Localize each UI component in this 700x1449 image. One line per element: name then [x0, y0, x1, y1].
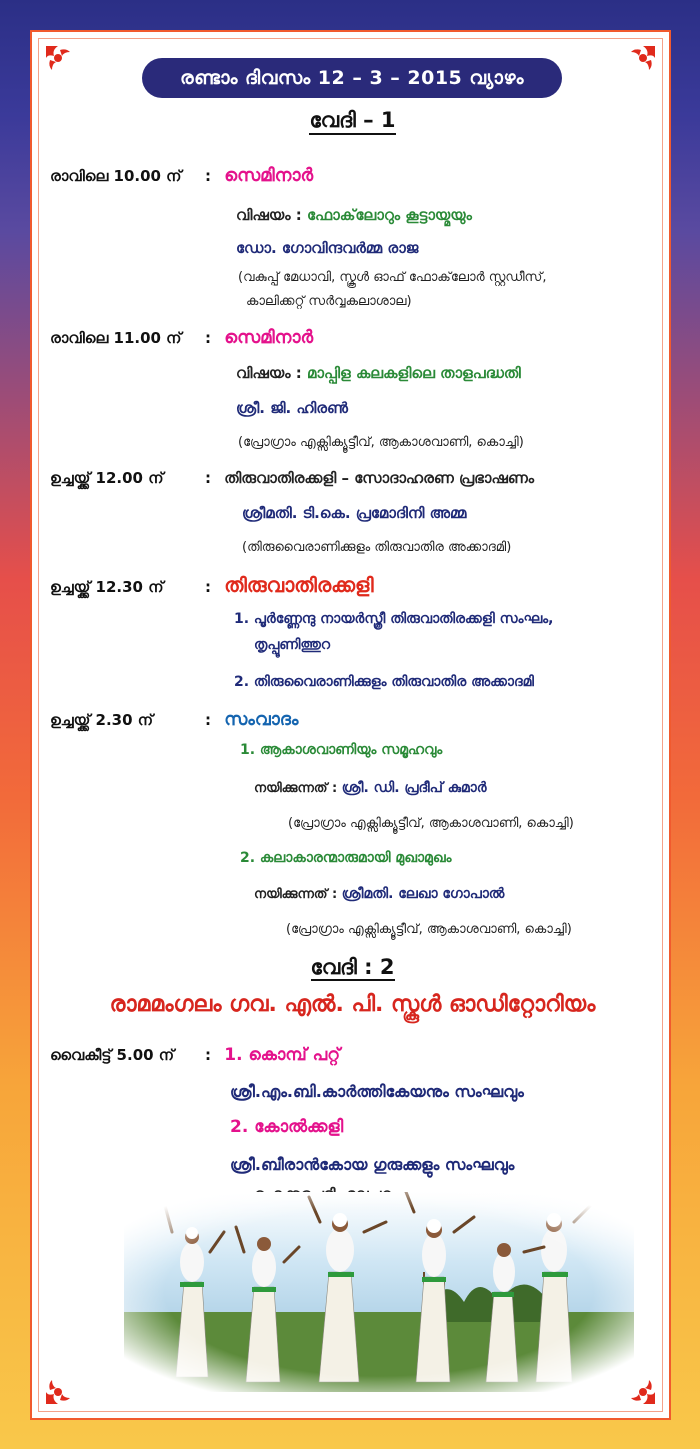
- session-1-note-2: കാലിക്കറ്റ് സർവ്വകലാശാല): [246, 294, 412, 309]
- kolkali-performers-photo: [124, 1192, 634, 1392]
- evening-time: വൈകീട്ട് 5.00 ന് : 1. കൊമ്പ് പറ്റ്: [50, 1045, 341, 1065]
- stage-2-heading: വേദി : 2: [310, 955, 395, 979]
- stage-2-venue: രാമമംഗലം ഗവ. എൽ. പി. സ്കൂൾ ഓഡിറ്റോറിയം: [109, 992, 596, 1017]
- session-5-moderator-2-note: (പ്രോഗ്രാം എക്സിക്യൂട്ടീവ്, ആകാശവാണി, കൊച്ചി): [286, 922, 572, 937]
- corner-ornament-icon: [44, 44, 74, 74]
- day-title: രണ്ടാം ദിവസം 12 – 3 – 2015 വ്യാഴം: [142, 58, 562, 98]
- session-3-speaker: ശ്രീമതി. ടി.കെ. പ്രമോദിനി അമ്മ: [242, 504, 467, 522]
- session-5-item-1: 1. ആകാശവാണിയും സമൂഹവും: [240, 742, 443, 758]
- session-4-item-2: 2. തിരുവൈരാണിക്കുളം തിരുവാതിര അക്കാദമി: [234, 674, 534, 690]
- session-3-time: ഉച്ചയ്ക്ക് 12.00 ന് : തിരുവാതിരക്കളി – സോദാഹരണ പ്രഭാഷണം: [50, 469, 535, 487]
- session-3-note: (തിരുവൈരാണിക്കുളം തിരുവാതിര അക്കാദമി): [242, 540, 512, 555]
- session-5-moderator-2: നയിക്കുന്നത് : ശ്രീമതി. ലേഖാ ഗോപാൽ: [254, 886, 505, 902]
- session-1-subject: വിഷയം : ഫോക്‌ലോറും കൂട്ടായ്മയും: [236, 206, 472, 224]
- session-5-moderator-1: നയിക്കുന്നത് : ശ്രീ. ഡി. പ്രദീപ് കുമാർ: [254, 780, 487, 796]
- stage-1-heading: വേദി – 1: [32, 108, 673, 133]
- schedule-panel: [30, 30, 671, 1420]
- session-2-subject: വിഷയം : മാപ്പിള കലകളിലെ താളപദ്ധതി: [236, 364, 521, 382]
- evening-group-1: ശ്രീ.എം.ബി.കാർത്തികേയനും സംഘവും: [230, 1082, 524, 1101]
- evening-group-2: ശ്രീ.ബീരാൻകോയ ഗുരുക്കളും സംഘവും: [230, 1155, 515, 1174]
- session-2-time: രാവിലെ 11.00 ന് : സെമിനാർ: [50, 327, 314, 348]
- session-4-item-1-place: തൃപ്പൂണിത്തുറ: [254, 637, 331, 653]
- corner-ornament-icon: [627, 44, 657, 74]
- session-4-time: ഉച്ചയ്ക്ക് 12.30 ന് : തിരുവാതിരക്കളി: [50, 573, 374, 597]
- session-1-note: (വകുപ്പ് മേധാവി, സ്കൂൾ ഓഫ് ഫോക്‌ലോർ സ്റ്റഡീസ്,: [238, 270, 547, 285]
- session-5-item-2: 2. കലാകാരന്മാരുമായി മുഖാമുഖം: [240, 850, 452, 866]
- session-5-moderator-1-note: (പ്രോഗ്രാം എക്സിക്യൂട്ടീവ്, ആകാശവാണി, കൊച്ചി): [288, 816, 574, 831]
- session-1-time: രാവിലെ 10.00 ന് : സെമിനാർ: [50, 165, 314, 186]
- session-2-note: (പ്രോഗ്രാം എക്സിക്യൂട്ടീവ്, ആകാശവാണി, കൊച്ചി): [238, 435, 524, 450]
- session-4-item-1: 1. പൂർണ്ണേന്ദു നായർസ്ത്രീ തിരുവാതിരക്കളി സംഘം,: [234, 611, 554, 627]
- corner-ornament-icon: [44, 1376, 74, 1406]
- evening-event-2: 2. കോൽക്കളി: [230, 1117, 344, 1137]
- session-1-speaker: ഡോ. ഗോവിന്ദവർമ്മ രാജ: [236, 239, 419, 257]
- session-5-time: ഉച്ചയ്ക്ക് 2.30 ന് : സംവാദം: [50, 709, 299, 730]
- session-2-speaker: ശ്രീ. ജി. ഹിരൺ: [236, 399, 349, 417]
